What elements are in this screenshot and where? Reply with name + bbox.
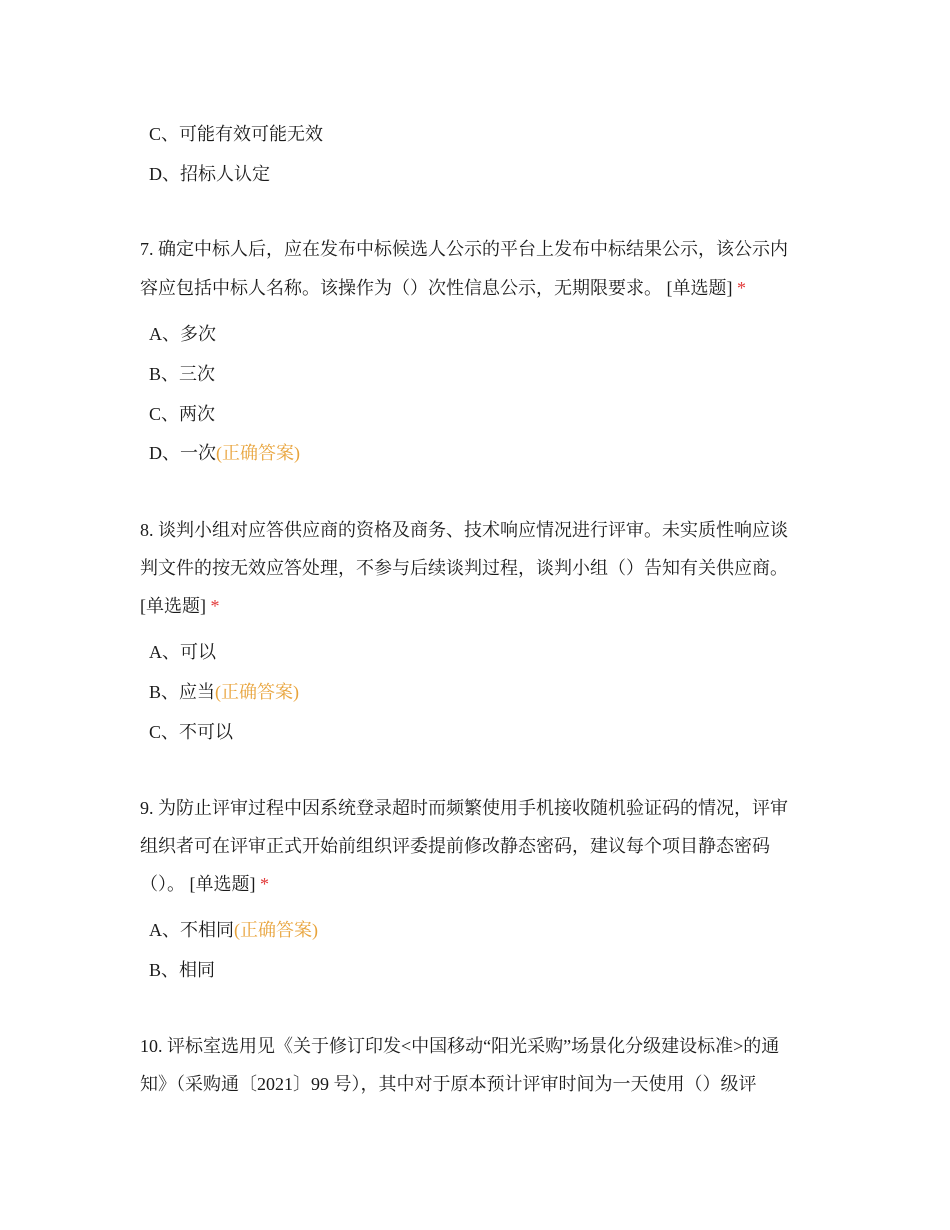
question-9-text: （）。 [单选题] — [140, 874, 256, 894]
option-letter: A、 — [149, 642, 180, 662]
option-q8-a — [149, 640, 216, 664]
correct-answer-tag: (正确答案) — [234, 920, 318, 940]
question-7-text: 容应包括中标人名称。该操作为（）次性信息公示，无期限要求。 [单选题] — [140, 278, 733, 298]
question-9-text-line-1: 9. 为防止评审过程中因系统登录超时而频繁使用手机接收随机验证码的情况，评审 — [140, 798, 788, 818]
option-q7-c — [149, 402, 215, 426]
correct-answer-tag: (正确答案) — [216, 443, 300, 463]
option-text: 不可以 — [179, 722, 234, 742]
option-q6-d — [149, 162, 270, 186]
option-q8-c — [149, 720, 233, 744]
option-q7-b — [149, 362, 215, 386]
question-8-text-line-1: 8. 谈判小组对应答供应商的资格及商务、技术响应情况进行评审。未实质性响应谈 — [140, 520, 788, 540]
option-letter: C、 — [149, 124, 180, 144]
option-letter: C、 — [149, 722, 180, 742]
option-text: 一次 — [180, 443, 216, 463]
option-q9-a — [149, 918, 318, 942]
correct-answer-tag: (正确答案) — [215, 682, 300, 702]
option-letter: B、 — [149, 364, 180, 384]
question-8-text: [单选题] — [140, 596, 206, 616]
option-letter: B、 — [149, 682, 180, 702]
question-10-text-line-1: 10. 评标室选用见《关于修订印发<中国移动“阳光采购”场景化分级建设标准>的通 — [140, 1036, 780, 1056]
option-q8-b — [149, 680, 299, 704]
option-text: 招标人认定 — [180, 164, 270, 184]
option-letter: A、 — [149, 324, 180, 344]
option-q7-a — [149, 322, 216, 346]
option-letter: C、 — [149, 404, 180, 424]
option-letter: A、 — [149, 920, 180, 940]
option-letter: B、 — [149, 960, 180, 980]
option-text: 相同 — [179, 960, 216, 980]
option-text: 三次 — [179, 364, 216, 384]
question-8-text-line-3 — [140, 594, 220, 618]
question-7-text-line-2 — [140, 276, 746, 300]
required-marker: * — [210, 596, 220, 616]
option-letter: D、 — [149, 164, 180, 184]
option-text: 可能有效可能无效 — [179, 124, 324, 144]
option-q7-d — [149, 441, 300, 465]
question-8-text-line-2: 判文件的按无效应答处理，不参与后续谈判过程，谈判小组（）告知有关供应商。 — [140, 558, 788, 578]
option-text: 多次 — [180, 324, 216, 344]
question-9-text-line-3 — [140, 872, 269, 896]
option-text: 应当 — [179, 682, 216, 702]
option-text: 两次 — [179, 404, 216, 424]
required-marker: * — [260, 874, 269, 894]
option-q6-c — [149, 122, 323, 146]
question-10-text-line-2: 知》（采购通〔2021〕99 号），其中对于原本预计评审时间为一天使用（）级评 — [140, 1074, 757, 1094]
option-letter: D、 — [149, 443, 180, 463]
option-q9-b — [149, 958, 215, 982]
question-7-text-line-1: 7. 确定中标人后，应在发布中标候选人公示的平台上发布中标结果公示，该公示内 — [140, 239, 788, 259]
option-text: 可以 — [180, 642, 216, 662]
option-text: 不相同 — [180, 920, 234, 940]
required-marker: * — [737, 278, 746, 298]
question-9-text-line-2: 组织者可在评审正式开始前组织评委提前修改静态密码，建议每个项目静态密码 — [140, 836, 770, 856]
